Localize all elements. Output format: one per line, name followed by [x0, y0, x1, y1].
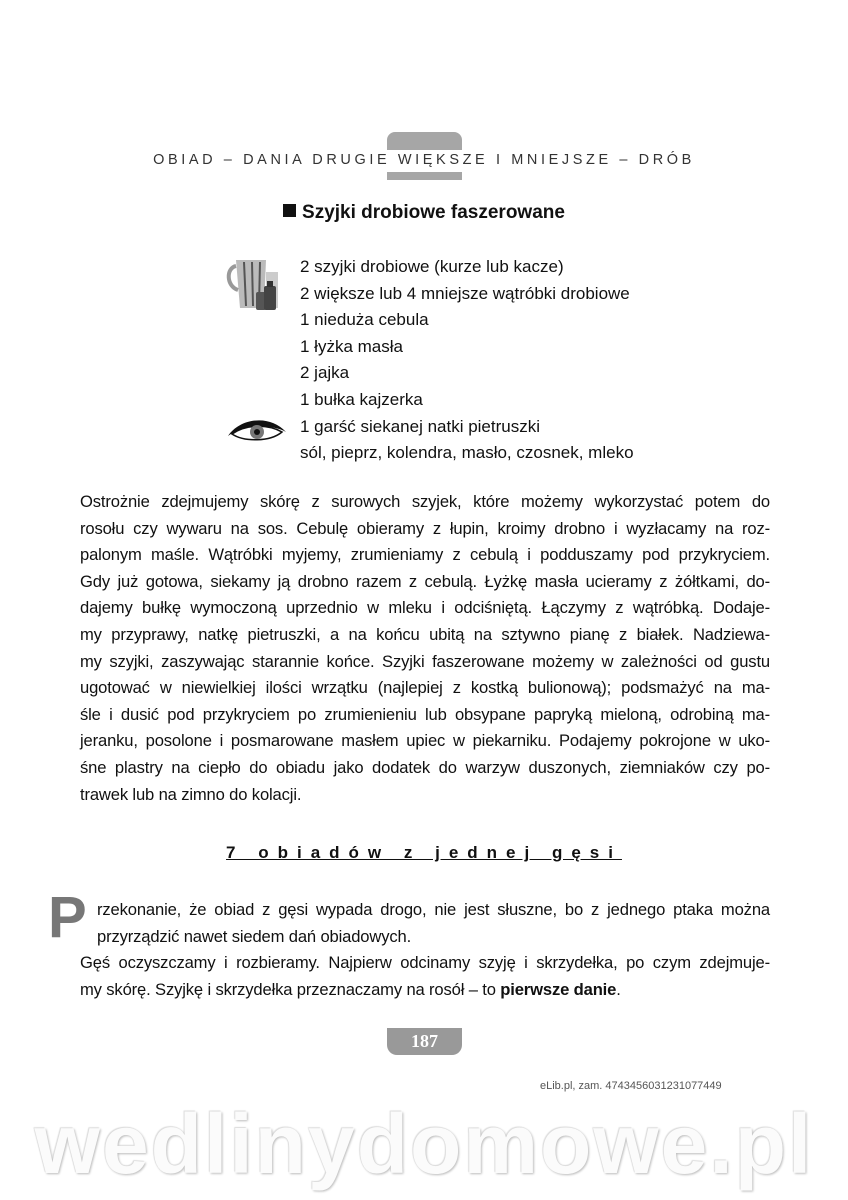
text-line: Gdy już gotowa, siekamy ją drobno razem z cebulą. Łyżkę masła ucieramy z żółtkami, do-: [80, 571, 770, 591]
header-bar-decoration: [387, 172, 462, 180]
ingredient-item: 2 jajka: [300, 363, 350, 383]
text-line: rosołu czy wywaru na sos. Cebulę obieramy z łupin, kroimy drobno i wyzłacamy na roz-: [80, 518, 770, 538]
text-line: [80, 977, 770, 1004]
text-line: palonym maśle. Wątróbki myjemy, zrumieniamy z cebulą i podduszamy pod przykryciem.: [80, 545, 770, 565]
intro-paragraph: [97, 897, 770, 950]
section-heading: 7 obiadów z jednej gęsi: [226, 843, 622, 862]
text-line: jeranku, posolone i posmarowane masłem upiec w piekarniku. Podajemy pokrojone w uko-: [80, 731, 770, 751]
method-paragraph: [80, 489, 770, 808]
ingredient-item: 2 szyjki drobiowe (kurze lub kacze): [300, 257, 564, 276]
body-paragraph: [80, 950, 770, 1003]
header-tab-decoration: [387, 132, 462, 150]
ingredient-item: sól, pieprz, kolendra, masło, czosnek, mleko: [300, 443, 634, 463]
page-number: 187: [387, 1028, 462, 1055]
square-bullet-icon: [283, 204, 296, 217]
recipe-title-text: Szyjki drobiowe faszerowane: [302, 202, 565, 223]
text-line: trawek lub na zimno do kolacji.: [80, 784, 302, 804]
ingredient-item: 1 nieduża cebula: [300, 310, 429, 330]
text-line: ugotować w niewielkiej ilości wrzątku (najlepiej z kostką bulionową); podsmażyć na ma-: [80, 678, 770, 698]
ingredient-item: 1 garść siekanej natki pietruszki: [300, 416, 541, 436]
drop-cap: P: [48, 885, 87, 950]
text-line: my przyprawy, natkę pietruszki, a na końcu ubitą na sztywno pianę z białek. Nadziewa-: [80, 624, 770, 644]
jug-icon: [226, 256, 284, 317]
text-line: rzekonanie, że obiad z gęsi wypada drogo, nie jest słuszne, bo z jednego ptaka można: [97, 900, 770, 919]
text-line: Gęś oczyszczamy i rozbieramy. Najpierw odcinamy szyję i skrzydełka, po czym zdejmuje-: [80, 953, 770, 972]
ingredient-item: 1 bułka kajzerka: [300, 389, 423, 409]
bold-text: pierwsze danie: [500, 979, 617, 999]
recipe-title: [0, 202, 848, 224]
text-line: Ostrożnie zdejmujemy skórę z surowych szyjek, które możemy wykorzystać potem do: [80, 492, 770, 511]
watermark: wedlinydomowe.pl: [34, 1097, 814, 1191]
text-line: dajemy bułkę wymoczoną uprzednio w mleku i odciśniętą. Łączymy z wątróbką. Dodaje-: [80, 598, 770, 618]
running-title: OBIAD – DANIA DRUGIE WIĘKSZE I MNIEJSZE – DRÓB: [153, 152, 695, 168]
text-line: śne plastry na ciepło do obiadu jako dodatek do warzyw duszonych, ziemniaków czy po-: [80, 757, 770, 777]
ingredient-item: 1 łyżka masła: [300, 336, 403, 356]
ingredient-item: 2 większe lub 4 mniejsze wątróbki drobiowe: [300, 283, 630, 303]
eye-icon: [226, 416, 288, 447]
order-id: eLib.pl, zam. 4743456031231077449: [540, 1080, 722, 1092]
ingredients-list: [300, 254, 634, 467]
text-span: .: [616, 979, 621, 999]
text-line: my szyjki, zaszywając starannie końce. Szyjki faszerowane możemy w zależności od gustu: [80, 651, 770, 671]
text-span: my skórę. Szyjkę i skrzydełka przeznaczamy na rosół – to: [80, 979, 501, 999]
text-line: przyrządzić nawet siedem dań obiadowych.: [97, 926, 412, 946]
text-line: śle i dusić pod przykryciem po zrumienieniu lub obsypane papryką mieloną, odrobiną ma-: [80, 704, 770, 724]
